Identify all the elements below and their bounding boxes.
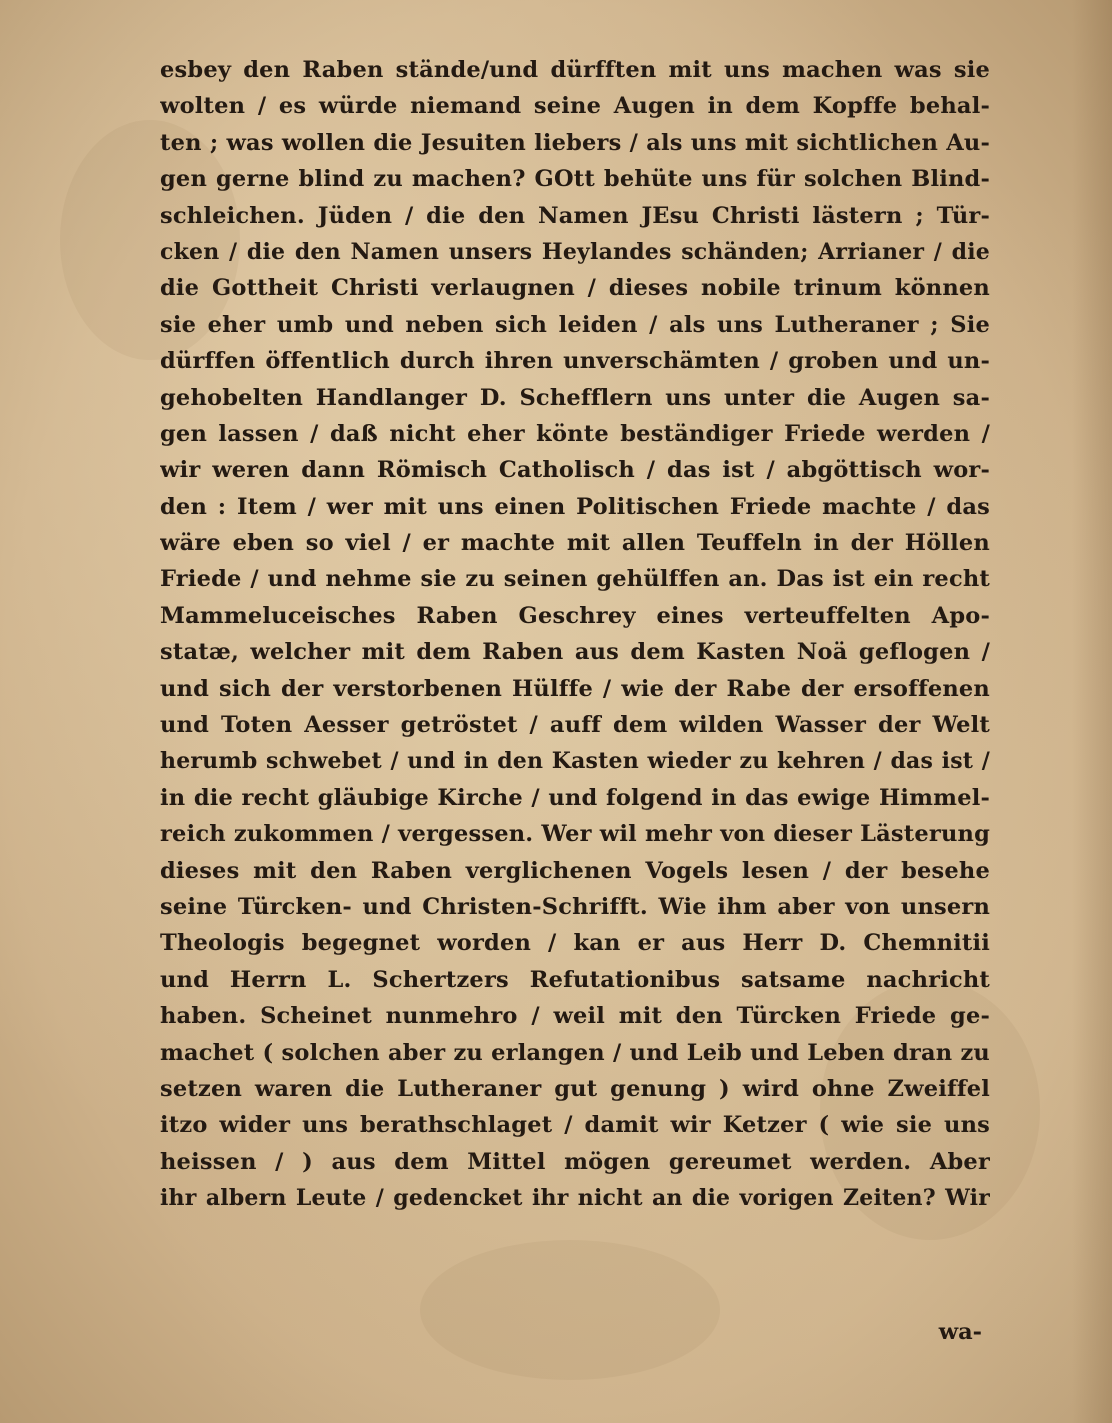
text-line: herumb schwebet / und in den Kasten wieder zu kehren / das ist / — [160, 748, 990, 775]
text-line: und Herrn L. Schertzers Refutationibus satsame nachricht — [160, 966, 990, 993]
text-line: und Toten Aesser getröstet / auff dem wilden Wasser der Welt — [160, 712, 990, 739]
text-line: den : Item / wer mit uns einen Politischen Friede machte / das — [160, 493, 990, 520]
text-line: wir weren dann Römisch Catholisch / das ist / abgöttisch wor- — [160, 457, 990, 484]
text-line: ihr albern Leute / gedencket ihr nicht an die vorigen Zeiten? Wir — [160, 1185, 990, 1212]
text-line: wäre eben so viel / er machte mit allen Teuffeln in der Höllen — [160, 530, 990, 557]
text-line: und sich der verstorbenen Hülffe / wie der Rabe der ersoffenen — [160, 675, 990, 702]
text-line: statæ, welcher mit dem Raben aus dem Kasten Noä geflogen / — [160, 639, 990, 666]
text-line: reich zukommen / vergessen. Wer wil mehr von dieser Lästerung — [160, 821, 990, 848]
text-line: cken / die den Namen unsers Heylandes schänden; Arrianer / die — [160, 238, 990, 265]
page-text-block — [160, 52, 990, 1217]
text-line: gehobelten Handlanger D. Schefflern uns unter die Augen sa- — [160, 384, 990, 411]
catchword: wa- — [938, 1319, 982, 1345]
text-line: dieses mit den Raben verglichenen Vogels lesen / der besehe — [160, 857, 990, 884]
paper-stain — [420, 1240, 720, 1380]
text-line: ten ; was wollen die Jesuiten liebers / als uns mit sichtlichen Au- — [160, 129, 990, 156]
text-line: schleichen. Jüden / die den Namen JEsu Christi lästern ; Tür- — [160, 202, 990, 229]
text-line: itzo wider uns berathschlaget / damit wir Ketzer ( wie sie uns — [160, 1112, 990, 1139]
text-line: machet ( solchen aber zu erlangen / und Leib und Leben dran zu — [160, 1039, 990, 1066]
text-line: gen lassen / daß nicht eher könte beständiger Friede werden / — [160, 420, 990, 447]
text-line: die Gottheit Christi verlaugnen / dieses nobile trinum können — [160, 275, 990, 302]
text-line: wolten / es würde niemand seine Augen in dem Kopffe behal- — [160, 93, 990, 120]
text-line: Mammeluceisches Raben Geschrey eines verteuffelten Apo- — [160, 602, 990, 629]
text-line: in die recht gläubige Kirche / und folgend in das ewige Himmel- — [160, 784, 990, 811]
text-line: Friede / und nehme sie zu seinen gehülffen an. Das ist ein recht — [160, 566, 990, 593]
text-line: dürffen öffentlich durch ihren unverschämten / groben und un- — [160, 348, 990, 375]
text-line: setzen waren die Lutheraner gut genung ) wird ohne Zweiffel — [160, 1075, 990, 1102]
page-edge-shadow — [1072, 0, 1112, 1423]
text-line: sie eher umb und neben sich leiden / als uns Lutheraner ; Sie — [160, 311, 990, 338]
text-line: Theologis begegnet worden / kan er aus Herr D. Chemnitii — [160, 930, 990, 957]
text-line: gen gerne blind zu machen? GOtt behüte uns für solchen Blind- — [160, 166, 990, 193]
text-line: esbey den Raben stände/und dürfften mit uns machen was sie — [160, 57, 990, 83]
text-line: haben. Scheinet nunmehro / weil mit den Türcken Friede ge- — [160, 1003, 990, 1030]
text-line: seine Türcken- und Christen-Schrifft. Wie ihm aber von unsern — [160, 893, 990, 920]
text-line: heissen / ) aus dem Mittel mögen gereumet werden. Aber — [160, 1148, 990, 1175]
